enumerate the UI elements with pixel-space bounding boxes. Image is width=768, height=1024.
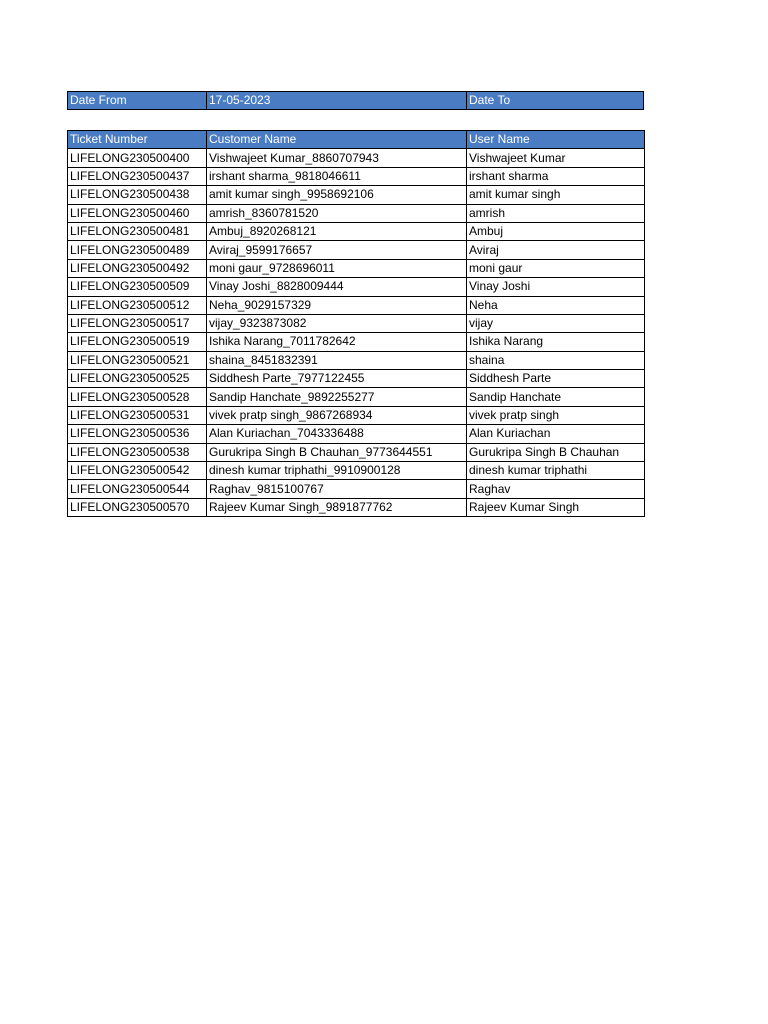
user-name-cell: vivek pratp singh — [467, 406, 645, 424]
user-name-cell: Alan Kuriachan — [467, 425, 645, 443]
customer-name-cell: Ambuj_8920268121 — [207, 222, 467, 240]
customer-name-cell: Vinay Joshi_8828009444 — [207, 278, 467, 296]
user-name-cell: Aviraj — [467, 241, 645, 259]
table-row — [68, 462, 645, 480]
customer-name-cell: dinesh kumar triphathi_9910900128 — [207, 462, 467, 480]
table-row — [68, 333, 645, 351]
table-row — [68, 425, 645, 443]
table-header-row — [68, 131, 645, 149]
ticket-number-cell: LIFELONG230500481 — [68, 222, 207, 240]
ticket-number-cell: LIFELONG230500521 — [68, 351, 207, 369]
customer-name-cell: moni gaur_9728696011 — [207, 259, 467, 277]
ticket-number-cell: LIFELONG230500492 — [68, 259, 207, 277]
user-name-cell: Vinay Joshi — [467, 278, 645, 296]
table-row — [68, 443, 645, 461]
table-row — [68, 241, 645, 259]
user-name-cell: irshant sharma — [467, 167, 645, 185]
column-header-ticket-number: Ticket Number — [68, 131, 207, 149]
customer-name-cell: amrish_8360781520 — [207, 204, 467, 222]
tickets-table — [67, 130, 645, 517]
table-row — [68, 314, 645, 332]
user-name-cell: moni gaur — [467, 259, 645, 277]
ticket-number-cell: LIFELONG230500542 — [68, 462, 207, 480]
table-row — [68, 186, 645, 204]
ticket-number-cell: LIFELONG230500544 — [68, 480, 207, 498]
table-body — [68, 149, 645, 517]
customer-name-cell: Rajeev Kumar Singh_9891877762 — [207, 498, 467, 516]
date-range-row — [67, 91, 644, 110]
user-name-cell: Raghav — [467, 480, 645, 498]
date-from-label: Date From — [68, 92, 207, 109]
ticket-number-cell: LIFELONG230500528 — [68, 388, 207, 406]
user-name-cell: shaina — [467, 351, 645, 369]
customer-name-cell: Sandip Hanchate_9892255277 — [207, 388, 467, 406]
ticket-number-cell: LIFELONG230500531 — [68, 406, 207, 424]
customer-name-cell: irshant sharma_9818046611 — [207, 167, 467, 185]
ticket-number-cell: LIFELONG230500400 — [68, 149, 207, 167]
column-header-user-name: User Name — [467, 131, 645, 149]
ticket-number-cell: LIFELONG230500517 — [68, 314, 207, 332]
user-name-cell: Sandip Hanchate — [467, 388, 645, 406]
table-row — [68, 370, 645, 388]
customer-name-cell: Aviraj_9599176657 — [207, 241, 467, 259]
user-name-cell: Vishwajeet Kumar — [467, 149, 645, 167]
table-row — [68, 204, 645, 222]
user-name-cell: dinesh kumar triphathi — [467, 462, 645, 480]
user-name-cell: Siddhesh Parte — [467, 370, 645, 388]
table-row — [68, 406, 645, 424]
ticket-number-cell: LIFELONG230500509 — [68, 278, 207, 296]
ticket-number-cell: LIFELONG230500536 — [68, 425, 207, 443]
table-row — [68, 351, 645, 369]
ticket-number-cell: LIFELONG230500570 — [68, 498, 207, 516]
customer-name-cell: Vishwajeet Kumar_8860707943 — [207, 149, 467, 167]
user-name-cell: Ambuj — [467, 222, 645, 240]
ticket-number-cell: LIFELONG230500519 — [68, 333, 207, 351]
ticket-number-cell: LIFELONG230500460 — [68, 204, 207, 222]
customer-name-cell: vivek pratp singh_9867268934 — [207, 406, 467, 424]
user-name-cell: amit kumar singh — [467, 186, 645, 204]
ticket-number-cell: LIFELONG230500512 — [68, 296, 207, 314]
user-name-cell: Ishika Narang — [467, 333, 645, 351]
customer-name-cell: vijay_9323873082 — [207, 314, 467, 332]
table-row — [68, 222, 645, 240]
user-name-cell: vijay — [467, 314, 645, 332]
user-name-cell: Rajeev Kumar Singh — [467, 498, 645, 516]
customer-name-cell: shaina_8451832391 — [207, 351, 467, 369]
report-sheet — [67, 91, 644, 514]
table-row — [68, 167, 645, 185]
customer-name-cell: Siddhesh Parte_7977122455 — [207, 370, 467, 388]
table-row — [68, 498, 645, 516]
ticket-number-cell: LIFELONG230500538 — [68, 443, 207, 461]
table-row — [68, 296, 645, 314]
customer-name-cell: Gurukripa Singh B Chauhan_9773644551 — [207, 443, 467, 461]
user-name-cell: amrish — [467, 204, 645, 222]
date-from-value: 17-05-2023 — [207, 92, 467, 109]
ticket-number-cell: LIFELONG230500489 — [68, 241, 207, 259]
ticket-number-cell: LIFELONG230500438 — [68, 186, 207, 204]
customer-name-cell: Alan Kuriachan_7043336488 — [207, 425, 467, 443]
user-name-cell: Neha — [467, 296, 645, 314]
ticket-number-cell: LIFELONG230500437 — [68, 167, 207, 185]
date-to-label: Date To — [469, 93, 511, 107]
table-row — [68, 259, 645, 277]
table-row — [68, 278, 645, 296]
column-header-customer-name: Customer Name — [207, 131, 467, 149]
customer-name-cell: Neha_9029157329 — [207, 296, 467, 314]
customer-name-cell: amit kumar singh_9958692106 — [207, 186, 467, 204]
table-row — [68, 480, 645, 498]
table-row — [68, 149, 645, 167]
ticket-number-cell: LIFELONG230500525 — [68, 370, 207, 388]
table-row — [68, 388, 645, 406]
user-name-cell: Gurukripa Singh B Chauhan — [467, 443, 645, 461]
customer-name-cell: Ishika Narang_7011782642 — [207, 333, 467, 351]
customer-name-cell: Raghav_9815100767 — [207, 480, 467, 498]
